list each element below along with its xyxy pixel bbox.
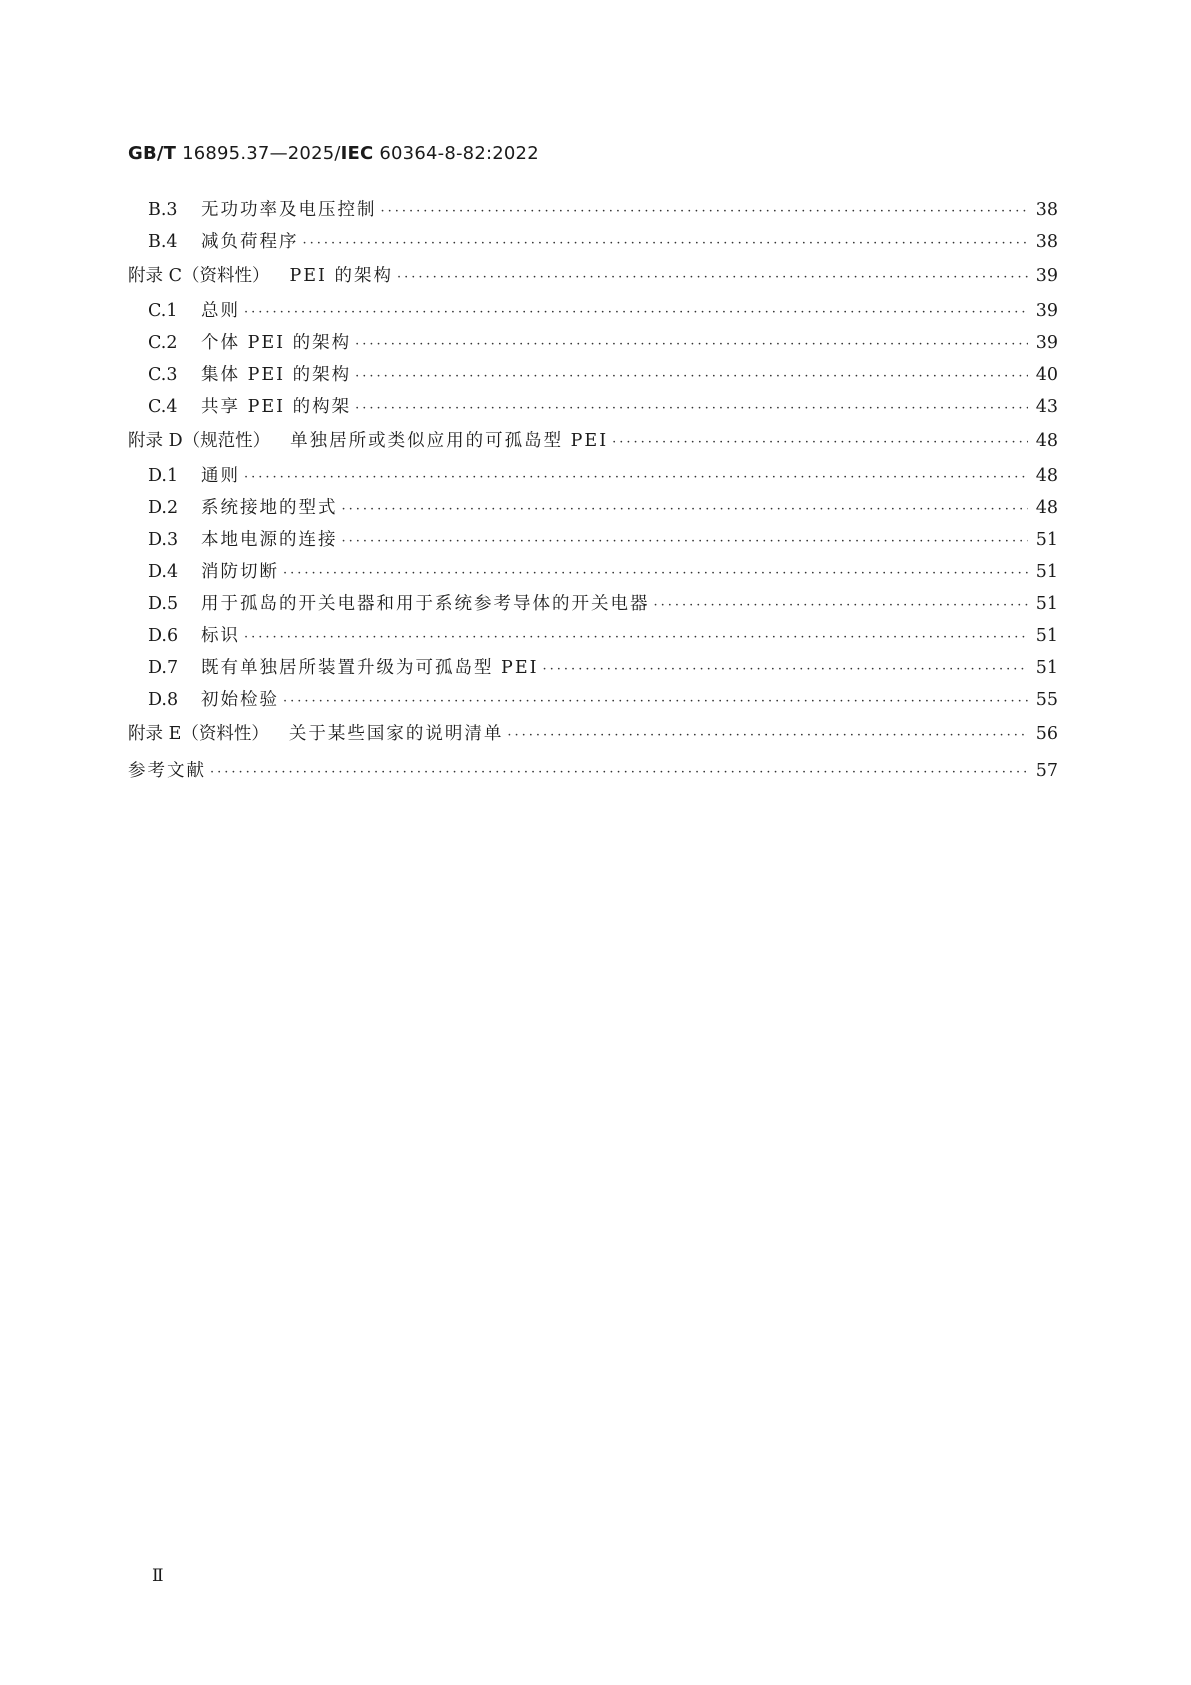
toc-entry-title: 用于孤岛的开关电器和用于系统参考导体的开关电器 bbox=[201, 594, 650, 614]
toc-leader-dots bbox=[355, 329, 1028, 361]
toc-leader-dots bbox=[355, 361, 1028, 393]
toc-leader-dots bbox=[397, 259, 1028, 296]
toc-entry-number: C.4 bbox=[148, 397, 178, 417]
toc-entry-page: 48 bbox=[1035, 466, 1058, 486]
toc-leader-dots bbox=[244, 462, 1028, 494]
toc-entry-number: D.6 bbox=[148, 626, 179, 646]
toc-entry-title: 标识 bbox=[201, 626, 240, 646]
toc-entry-number: C.3 bbox=[148, 365, 178, 385]
toc-entry-title: 无功功率及电压控制 bbox=[201, 200, 377, 220]
toc-entry-title: 总则 bbox=[201, 301, 240, 321]
toc-entry-number: C.1 bbox=[148, 301, 178, 321]
toc-leader-dots bbox=[303, 228, 1029, 260]
toc-entry-page: 51 bbox=[1035, 626, 1058, 646]
iec-prefix: IEC bbox=[340, 143, 374, 164]
toc-entry[interactable] bbox=[128, 226, 1058, 258]
toc-leader-dots bbox=[244, 622, 1028, 654]
toc-entry-number: C.2 bbox=[148, 333, 178, 353]
toc-entry-title: 既有单独居所装置升级为可孤岛型 PEI bbox=[201, 658, 539, 678]
toc-entry-page: 48 bbox=[1035, 431, 1058, 451]
toc-entry[interactable] bbox=[128, 391, 1058, 423]
toc-entry[interactable] bbox=[128, 492, 1058, 524]
standard-number: 16895.37—2025/ bbox=[182, 143, 341, 164]
toc-leader-dots bbox=[654, 590, 1029, 622]
page-number: Ⅱ bbox=[152, 1566, 164, 1586]
toc-entry-page: 51 bbox=[1035, 562, 1058, 582]
toc-leader-dots bbox=[342, 494, 1029, 526]
toc-entry-page: 57 bbox=[1035, 761, 1058, 781]
toc-entry[interactable] bbox=[128, 359, 1058, 391]
toc-entry[interactable] bbox=[128, 588, 1058, 620]
toc-entry-page: 39 bbox=[1035, 333, 1058, 353]
toc-entry-page: 39 bbox=[1035, 301, 1058, 321]
toc-entry-title: 初始检验 bbox=[201, 690, 279, 710]
toc-entry-title: 参考文献 bbox=[128, 761, 206, 781]
toc-leader-dots bbox=[283, 558, 1028, 590]
toc-entry-number: D.3 bbox=[148, 530, 179, 550]
toc-leader-dots bbox=[355, 393, 1028, 425]
toc-leader-dots bbox=[507, 717, 1028, 754]
toc-entry-page: 51 bbox=[1035, 530, 1058, 550]
toc-appendix-entry[interactable] bbox=[128, 716, 1058, 753]
toc-leader-dots bbox=[283, 686, 1028, 718]
toc-entry-page: 43 bbox=[1035, 397, 1058, 417]
toc-entry-number: D.8 bbox=[148, 690, 179, 710]
toc-entry-page: 48 bbox=[1035, 498, 1058, 518]
toc-appendix-entry[interactable] bbox=[128, 423, 1058, 460]
toc-entry-page: 38 bbox=[1035, 232, 1058, 252]
iec-number: 60364-8-82:2022 bbox=[379, 143, 539, 164]
toc-entry-number: B.3 bbox=[148, 200, 178, 220]
toc-entry-page: 40 bbox=[1035, 365, 1058, 385]
toc-entry-number: 附录 E（资料性） bbox=[128, 724, 269, 744]
toc-entry-number: B.4 bbox=[148, 232, 178, 252]
table-of-contents bbox=[128, 194, 1058, 790]
toc-entry-number: 附录 D（规范性） bbox=[128, 431, 271, 451]
toc-leader-dots bbox=[210, 754, 1028, 791]
toc-leader-dots bbox=[244, 297, 1028, 329]
toc-entry-title: 共享 PEI 的构架 bbox=[201, 397, 352, 417]
toc-entry-title: 个体 PEI 的架构 bbox=[201, 333, 352, 353]
toc-entry-number: D.1 bbox=[148, 466, 179, 486]
toc-entry-page: 51 bbox=[1035, 658, 1058, 678]
toc-entry[interactable] bbox=[128, 327, 1058, 359]
toc-entry-number: D.7 bbox=[148, 658, 179, 678]
toc-entry-page: 55 bbox=[1035, 690, 1058, 710]
toc-entry-title: 减负荷程序 bbox=[201, 232, 299, 252]
toc-entry[interactable] bbox=[128, 295, 1058, 327]
toc-leader-dots bbox=[543, 654, 1028, 686]
toc-entry[interactable] bbox=[128, 684, 1058, 716]
toc-leader-dots bbox=[612, 424, 1028, 461]
toc-entry-number: D.2 bbox=[148, 498, 179, 518]
toc-entry-page: 38 bbox=[1035, 200, 1058, 220]
toc-entry-title: 通则 bbox=[201, 466, 240, 486]
toc-entry[interactable] bbox=[128, 620, 1058, 652]
toc-entry-title: 本地电源的连接 bbox=[201, 530, 338, 550]
toc-leader-dots bbox=[342, 526, 1029, 558]
toc-appendix-entry[interactable] bbox=[128, 258, 1058, 295]
toc-entry-title: 系统接地的型式 bbox=[201, 498, 338, 518]
toc-entry[interactable] bbox=[128, 524, 1058, 556]
toc-entry-title: 集体 PEI 的架构 bbox=[201, 365, 352, 385]
toc-entry[interactable] bbox=[128, 556, 1058, 588]
toc-entry-number: D.4 bbox=[148, 562, 179, 582]
toc-entry-number: 附录 C（资料性） bbox=[128, 266, 270, 286]
toc-entry-number: D.5 bbox=[148, 594, 179, 614]
standard-prefix: GB/T bbox=[128, 143, 177, 164]
toc-entry-page: 51 bbox=[1035, 594, 1058, 614]
document-header bbox=[128, 143, 539, 164]
toc-entry-page: 56 bbox=[1035, 724, 1058, 744]
toc-appendix-entry[interactable] bbox=[128, 753, 1058, 790]
toc-entry[interactable] bbox=[128, 460, 1058, 492]
toc-entry-title: 消防切断 bbox=[201, 562, 279, 582]
toc-entry-title: PEI 的架构 bbox=[289, 266, 393, 286]
toc-entry[interactable] bbox=[128, 652, 1058, 684]
toc-entry[interactable] bbox=[128, 194, 1058, 226]
toc-entry-title: 单独居所或类似应用的可孤岛型 PEI bbox=[290, 431, 609, 451]
toc-leader-dots bbox=[381, 196, 1029, 228]
toc-entry-title: 关于某些国家的说明清单 bbox=[288, 724, 504, 744]
toc-entry-page: 39 bbox=[1035, 266, 1058, 286]
